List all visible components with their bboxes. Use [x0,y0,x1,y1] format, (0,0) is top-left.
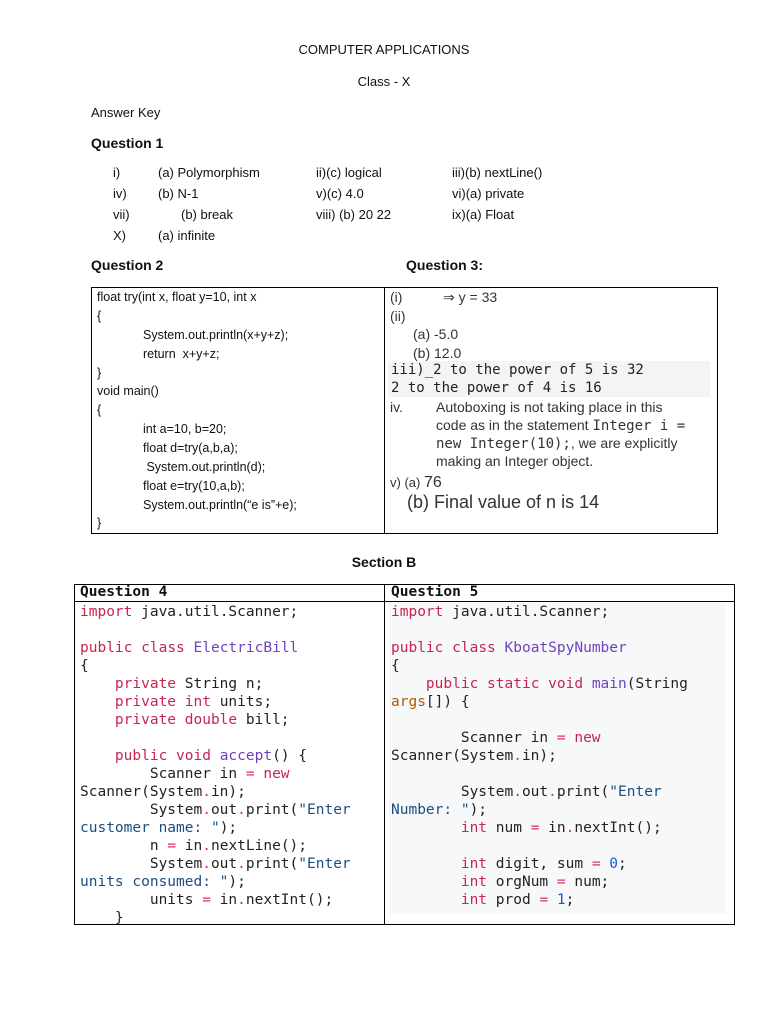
table-header-rule [74,601,735,602]
q2-line: float try(int x, float y=10, int x [97,290,257,304]
q3-heading: Question 3: [406,257,484,273]
q3-iv-code: new Integer(10); [436,436,571,452]
q2-line: System.out.println(“e is”+e); [143,498,297,512]
q3-iii-line1: iii)_2 to the power of 5 is 32 [391,362,644,378]
q2-line: System.out.println(d); [143,460,266,474]
q5-code: import java.util.Scanner; public class KboatSpyNumber { public static void main(String args[]) { Scanner in = new Scanner(System.in); System.out.print("Enter Number: "); int num = in.nextInt(); int digit, sum = 0; int orgNum = num; int prod = 1; [391,604,688,908]
q3-ii-label: (ii) [390,308,406,324]
q2-line: void main() [97,384,159,398]
class-label: Class - X [357,74,411,89]
q1-answer: ix)(a) Float [452,207,515,222]
q3-v-value: 76 [423,474,442,491]
q4-code: import java.util.Scanner; public class ElectricBill { private String n; private int units; private double bill; public void accept() { Scanner in = new Scanner(System.in); System.out.print("Enter customer name: "); n = in.nextLine(); System.out.print("Enter units consumed: "); units = in.nextInt(); } [80,604,351,926]
q2-line: System.out.println(x+y+z); [143,328,289,342]
q3-iv-label: iv. [390,399,403,415]
q3-iii-line2: 2 to the power of 4 is 16 [391,380,602,396]
q1-answer: ii)(c) logical [316,165,382,180]
q3-v [390,474,442,492]
q3-iv-text [436,435,677,452]
q2-line: int a=10, b=20; [143,422,227,436]
q3-iv-text [436,417,685,434]
q3-iv-code: Integer i = [592,418,686,434]
q1-answer: vi)(a) private [452,186,525,201]
q1-num: iv) [113,186,127,201]
q3-v-label: v) (a) [390,475,421,490]
table-divider [384,287,385,534]
q2-line: float d=try(a,b,a); [143,441,238,455]
q1-num: i) [113,165,121,180]
q3-v-b: (b) Final value of n is 14 [407,492,600,512]
q3-iv-text: making an Integer object. [436,453,594,469]
q3-i-value: ⇒ y = 33 [443,289,498,305]
q1-heading: Question 1 [91,135,164,151]
q1-answer: (a) infinite [158,228,216,243]
q3-iv-text: Autoboxing is not taking place in this [436,399,663,415]
section-b-heading: Section B [351,554,417,570]
q1-answer: (a) Polymorphism [158,165,260,180]
table-divider [384,584,385,925]
q3-iv-text-part: code as in the statement [436,417,593,433]
q1-answer: (b) break [181,207,234,222]
q2-line: } [97,516,102,530]
doc-title: COMPUTER APPLICATIONS [298,42,470,57]
q3-ii-a: (a) -5.0 [413,326,459,342]
q3-i-label: (i) [390,289,403,305]
q3-iv-text-part: , we are explicitly [570,435,678,451]
q1-answer: v)(c) 4.0 [316,186,364,201]
q1-answer: (b) N-1 [158,186,199,201]
q2-heading: Question 2 [91,257,164,273]
q1-answer: viii) (b) 20 22 [316,207,392,222]
q2-line: { [97,309,102,323]
q2-line: { [97,403,102,417]
q1-answer: iii)(b) nextLine() [452,165,543,180]
q2-line: float e=try(10,a,b); [143,479,245,493]
q4-heading: Question 4 [80,584,168,600]
q5-heading: Question 5 [391,584,479,600]
answer-key-label: Answer Key [91,105,161,120]
q2-line: return x+y+z; [143,347,220,361]
q2-line: } [97,366,102,380]
q1-num: X) [113,228,126,243]
q3-ii-b: (b) 12.0 [413,345,462,361]
q1-num: vii) [113,207,130,222]
